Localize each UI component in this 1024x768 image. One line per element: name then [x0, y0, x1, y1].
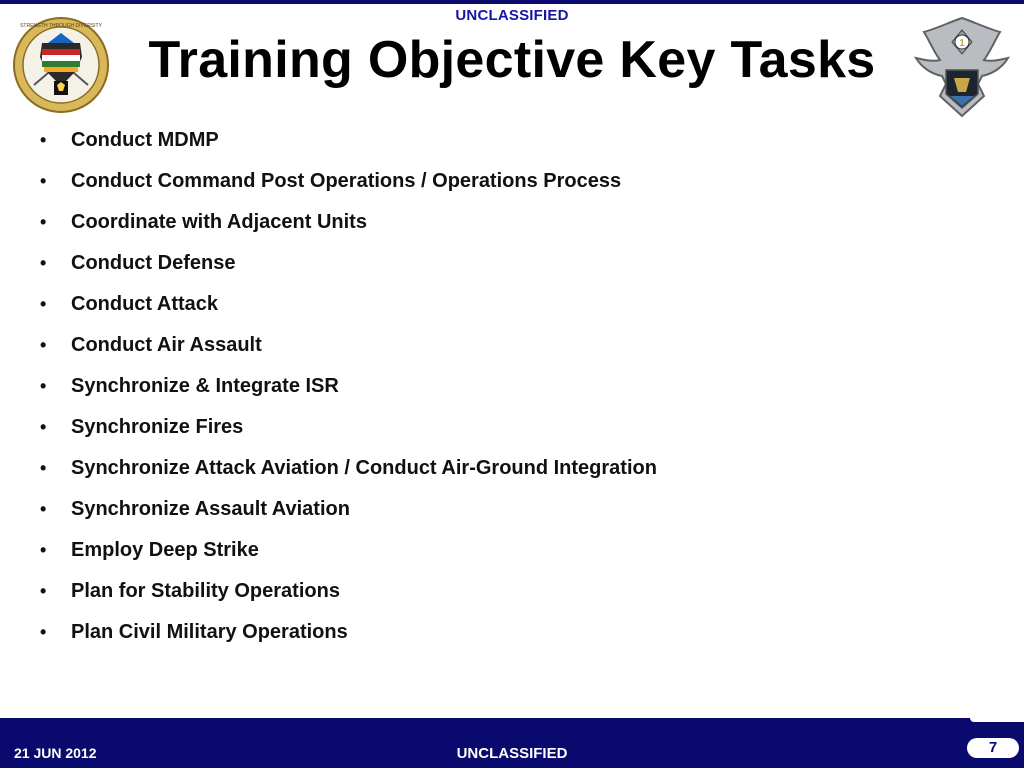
footer-bar — [0, 718, 1024, 768]
footer-notch — [970, 718, 1024, 722]
list-item: • Synchronize Attack Aviation / Conduct Air-Ground Integration — [38, 454, 657, 495]
page-number-badge: 7 — [967, 738, 1019, 758]
list-item: • Synchronize Assault Aviation — [38, 495, 657, 536]
classification-banner-top: UNCLASSIFIED — [455, 7, 569, 24]
left-crest-motto: STRENGTH THROUGH DIVERSITY — [20, 23, 102, 29]
classification-banner-bottom: UNCLASSIFIED — [456, 745, 568, 762]
list-item: • Coordinate with Adjacent Units — [38, 208, 657, 249]
eagle-crest-icon — [910, 12, 1014, 120]
list-item: • Employ Deep Strike — [38, 536, 657, 577]
list-item: • Plan for Stability Operations — [38, 577, 657, 618]
top-rule — [0, 0, 1024, 4]
task-list — [38, 126, 657, 659]
list-item: • Conduct Defense — [38, 249, 657, 290]
svg-text:1: 1 — [959, 38, 965, 49]
list-item: • Conduct MDMP — [38, 126, 657, 167]
list-item: • Conduct Air Assault — [38, 331, 657, 372]
list-item: • Synchronize & Integrate ISR — [38, 372, 657, 413]
footer-date: 21 JUN 2012 — [14, 745, 97, 761]
list-item: • Plan Civil Military Operations — [38, 618, 657, 659]
list-item: • Conduct Command Post Operations / Operations Process — [38, 167, 657, 208]
page-title: Training Objective Key Tasks — [148, 31, 876, 89]
list-item: • Conduct Attack — [38, 290, 657, 331]
list-item: • Synchronize Fires — [38, 413, 657, 454]
